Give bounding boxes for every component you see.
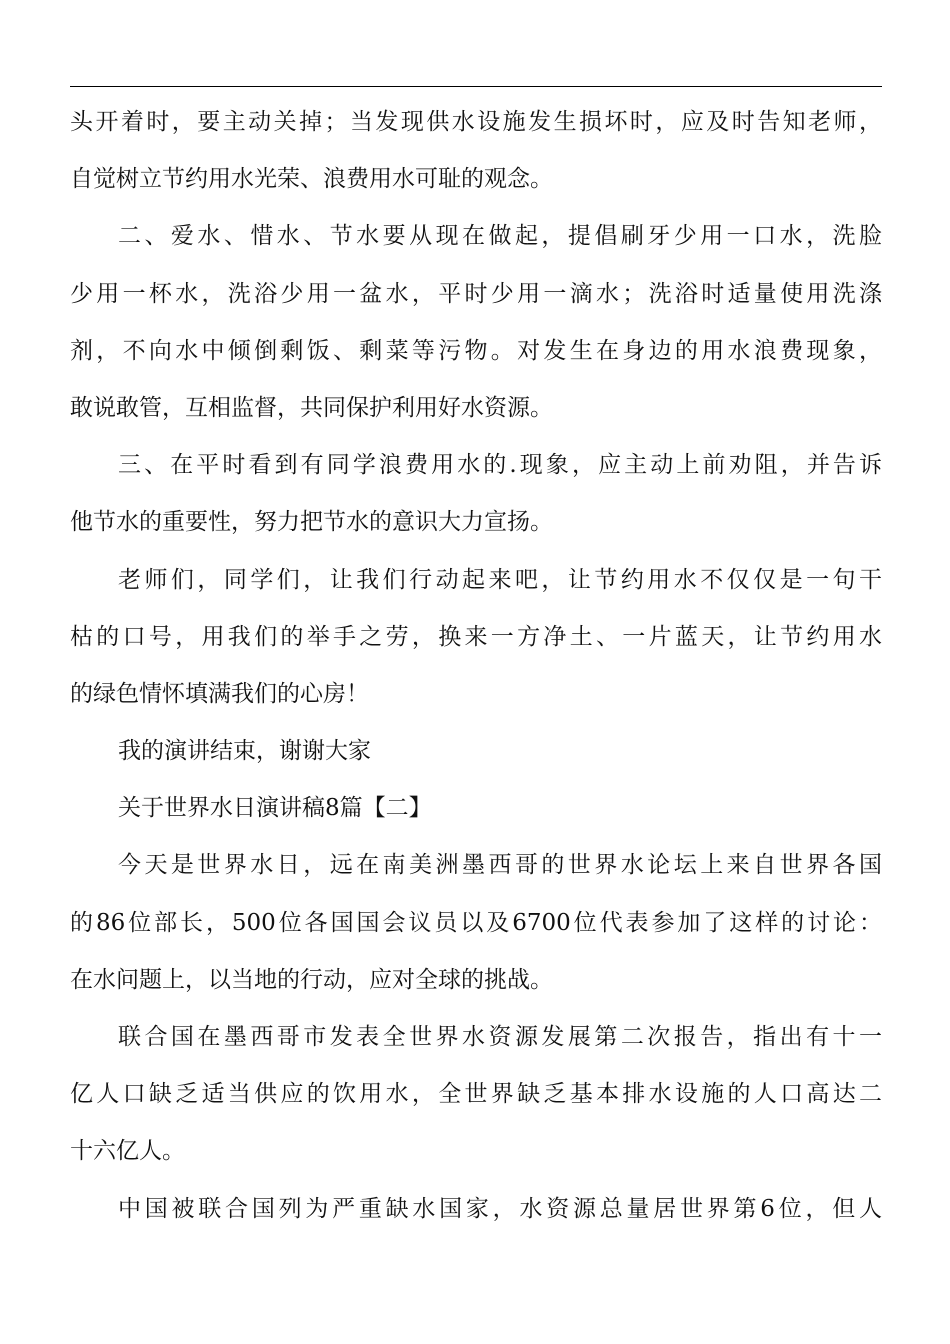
text-line: 联合国在墨西哥市发表全世界水资源发展第二次报告，指出有十一	[118, 1024, 882, 1050]
document-body	[70, 94, 882, 1238]
section-heading: 关于世界水日演讲稿8篇【二】	[118, 795, 432, 822]
text-line: 剂，不向水中倾倒剩饭、剩菜等污物。对发生在身边的用水浪费现象，	[70, 337, 882, 364]
text-line: 枯的口号，用我们的举手之劳，换来一方净土、一片蓝天，让节约用水	[70, 623, 882, 650]
text-line: 在水问题上，以当地的行动，应对全球的挑战。	[70, 966, 553, 993]
text-line: 头开着时，要主动关掉；当发现供水设施发生损坏时，应及时告知老师，	[70, 109, 882, 135]
text-line: 今天是世界水日，远在南美洲墨西哥的世界水论坛上来自世界各国	[118, 852, 882, 879]
text-line: 亿人口缺乏适当供应的饮用水，全世界缺乏基本排水设施的人口高达二	[70, 1081, 882, 1108]
text-line: 少用一杯水，洗浴少用一盆水，平时少用一滴水；洗浴时适量使用洗涤	[70, 280, 882, 307]
text-line: 我的演讲结束，谢谢大家	[118, 738, 371, 765]
text-line: 敢说敢管，互相监督，共同保护利用好水资源。	[70, 394, 553, 421]
text-line: 中国被联合国列为严重缺水国家，水资源总量居世界第6位，但人	[118, 1195, 882, 1222]
text-line: 的绿色情怀填满我们的心房！	[70, 680, 369, 707]
header-rule	[70, 86, 882, 87]
text-line: 十六亿人。	[70, 1138, 185, 1165]
text-line: 二、爱水、惜水、节水要从现在做起，提倡刷牙少用一口水，洗脸	[118, 223, 882, 250]
text-line: 老师们，同学们，让我们行动起来吧，让节约用水不仅仅是一句干	[118, 566, 882, 593]
text-line: 三、在平时看到有同学浪费用水的.现象，应主动上前劝阻，并告诉	[118, 452, 882, 479]
text-line: 自觉树立节约用水光荣、浪费用水可耻的观念。	[70, 166, 553, 193]
text-line: 他节水的重要性，努力把节水的意识大力宣扬。	[70, 509, 553, 536]
text-line: 的86位部长，500位各国国会议员以及6700位代表参加了这样的讨论：	[70, 909, 882, 936]
